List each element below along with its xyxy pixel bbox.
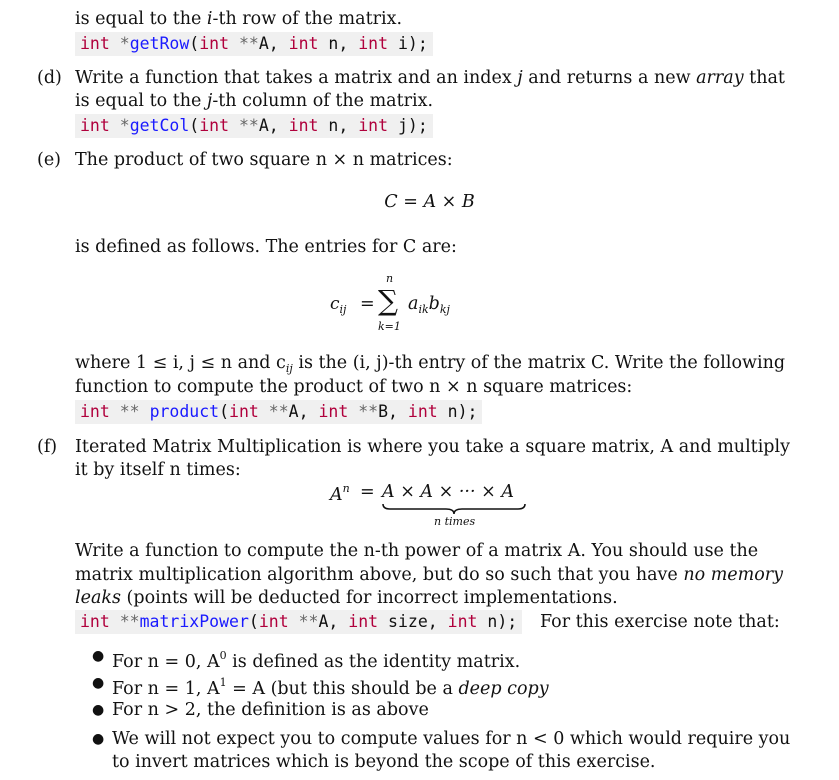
d-line2: is equal to the j-th column of the matrix.	[75, 91, 434, 111]
underbrace-icon	[382, 503, 526, 515]
bullet-icon: ●	[92, 648, 105, 664]
f-line2: it by itself n times:	[75, 460, 241, 480]
c-tail-text: is equal to the i-th row of the matrix.	[75, 9, 403, 29]
code-getcol: int *getCol(int **A, int n, int j);	[75, 114, 433, 138]
code-getrow: int *getRow(int **A, int n, int i);	[75, 32, 433, 56]
f-para2: matrix multiplication algorithm above, but do so such that you have no memory	[75, 565, 784, 585]
item-label-d: (d)	[37, 68, 62, 88]
bullet-item: We will not expect you to compute values for n < 0 which would require you	[112, 729, 791, 749]
e-where2: function to compute the product of two n × n square matrices:	[75, 377, 633, 397]
e-where1: where 1 ≤ i, j ≤ n and $c_{ij}$ is the (i, j)-th entry of the matrix C. Write the following	[75, 353, 786, 375]
bullet-item: For n = 1, $A^1 = A$ (but this should be a deep copy	[112, 676, 549, 699]
bullet-item: For n > 2, the definition is as above	[112, 700, 429, 720]
code-product: int ** product(int **A, int **B, int n);	[75, 400, 482, 424]
f-para1: Write a function to compute the n-th power of a matrix A. You should use the	[75, 541, 759, 561]
power-equation: $A^n$ = A × A × ··· × A n times	[330, 482, 540, 530]
e-intro: The product of two square n × n matrices:	[75, 150, 453, 170]
bullet-icon: ●	[92, 731, 105, 747]
bullet-item-continued: to invert matrices which is beyond the scope of this exercise.	[112, 752, 656, 772]
f-line1: Iterated Matrix Multiplication is where you take a square matrix, A and multiply	[75, 437, 790, 457]
sigma-symbol: ∑	[378, 284, 398, 317]
d-line1: Write a function that takes a matrix and an index j and returns a new array that	[75, 68, 785, 88]
f-para3: leaks (points will be deducted for incorrect implementations.	[75, 588, 618, 608]
bullet-icon: ●	[92, 675, 105, 691]
summation-formula: $c_{ij}$ = n ∑ k=1 $a_{ik}b_{kj}$	[330, 272, 450, 333]
equation-c-equals-axb: C = A × B	[384, 192, 475, 212]
bullet-item: For n = 0, $A^0$ is defined as the identity matrix.	[112, 649, 521, 672]
code-matrixpower: int **matrixPower(int **A, int size, int n);	[75, 610, 522, 634]
item-label-f: (f)	[37, 437, 58, 457]
f-code-after: For this exercise note that:	[540, 612, 780, 632]
bullet-icon: ●	[92, 702, 105, 718]
item-label-e: (e)	[37, 150, 62, 170]
e-defined: is defined as follows. The entries for C are:	[75, 237, 457, 257]
